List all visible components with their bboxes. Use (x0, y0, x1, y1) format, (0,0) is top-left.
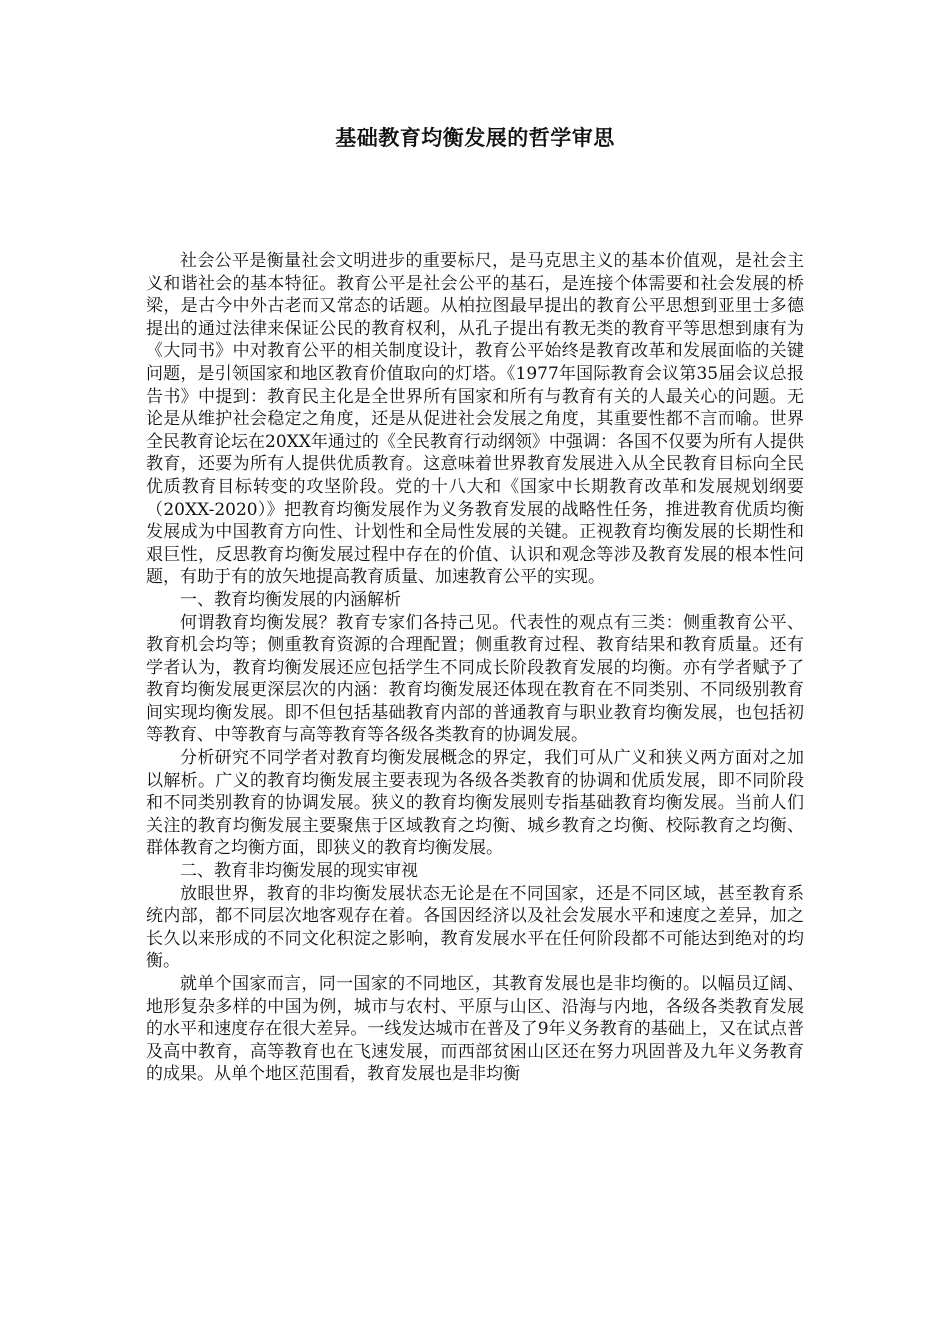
paragraph-intro: 社会公平是衡量社会文明进步的重要标尺，是马克思主义的基本价值观，是社会主义和谐社会的基本特征。教育公平是社会公平的基石，是连接个体需要和社会发展的桥梁，是古今中外古老而又常态的话题。从柏拉图最早提出的教育公平思想到亚里士多德提出的通过法律来保证公民的教育权利，从孔子提出有教无类的教育平等思想到康有为《大同书》中对教育公平的相关制度设计，教育公平始终是教育改革和发展面临的关键问题，是引领国家和地区教育价值取向的灯塔。《1977年国际教育会议第35届会议总报告书》中提到：教育民主化是全世界所有国家和所有与教育有关的人最关心的问题。无论是从维护社会稳定之角度，还是从促进社会发展之角度，其重要性都不言而喻。世界全民教育论坛在20XX年通过的《全民教育行动纲领》中强调：各国不仅要为所有人提供教育，还要为所有人提供优质教育。这意味着世界教育发展进入从全民教育目标向全民优质教育目标转变的攻坚阶段。党的十八大和《国家中长期教育改革和发展规划纲要（20XX-2020）》把教育均衡发展作为义务教育发展的战略性任务，推进教育优质均衡发展成为中国教育方向性、计划性和全局性发展的关键。正视教育均衡发展的长期性和艰巨性，反思教育均衡发展过程中存在的价值、认识和观念等涉及教育发展的根本性问题，有助于有的放矢地提高教育质量、加速教育公平的实现。 (146, 251, 804, 588)
section-heading-1: 一、教育均衡发展的内涵解析 (180, 589, 401, 610)
paragraph-definition: 何谓教育均衡发展？教育专家们各持己见。代表性的观点有三类：侧重教育公平、教育机会均等；侧重教育资源的合理配置；侧重教育过程、教育结果和教育质量。还有学者认为，教育均衡发展还应包括学生不同成长阶段教育发展的均衡。亦有学者赋予了教育均衡发展更深层次的内涵：教育均衡发展还体现在教育在不同类别、不同级别教育间实现均衡发展。即不但包括基础教育内部的普通教育与职业教育均衡发展，也包括初等教育、中等教育与高等教育等各级各类教育的协调发展。 (146, 612, 804, 746)
paragraph-country-view: 就单个国家而言，同一国家的不同地区，其教育发展也是非均衡的。以幅员辽阔、地形复杂多样的中国为例，城市与农村、平原与山区、沿海与内地，各级各类教育发展的水平和速度存在很大差异。一线发达城市在普及了9年义务教育的基础上，又在试点普及高中教育，高等教育也在飞速发展，而西部贫困山区还在努力巩固普及九年义务教育的成果。从单个地区范围看，教育发展也是非均衡 (146, 974, 804, 1085)
document-body (146, 250, 804, 1086)
paragraph-analysis: 分析研究不同学者对教育均衡发展概念的界定，我们可从广义和狭义两方面对之加以解析。广义的教育均衡发展主要表现为各级各类教育的协调和优质发展，即不同阶段和不同类别教育的协调发展。狭义的教育均衡发展则专指基础教育均衡发展。当前人们关注的教育均衡发展主要聚焦于区域教育之均衡、城乡教育之均衡、校际教育之均衡、群体教育之均衡方面，即狭义的教育均衡发展。 (146, 748, 804, 859)
document-title: 基础教育均衡发展的哲学审思 (335, 125, 615, 150)
paragraph-world-view: 放眼世界，教育的非均衡发展状态无论是在不同国家，还是不同区域，甚至教育系统内部，都不同层次地客观存在着。各国因经济以及社会发展水平和速度之差异，加之长久以来形成的不同文化积淀之影响，教育发展水平在任何阶段都不可能达到绝对的均衡。 (146, 883, 804, 972)
section-heading-2: 二、教育非均衡发展的现实审视 (180, 861, 418, 882)
